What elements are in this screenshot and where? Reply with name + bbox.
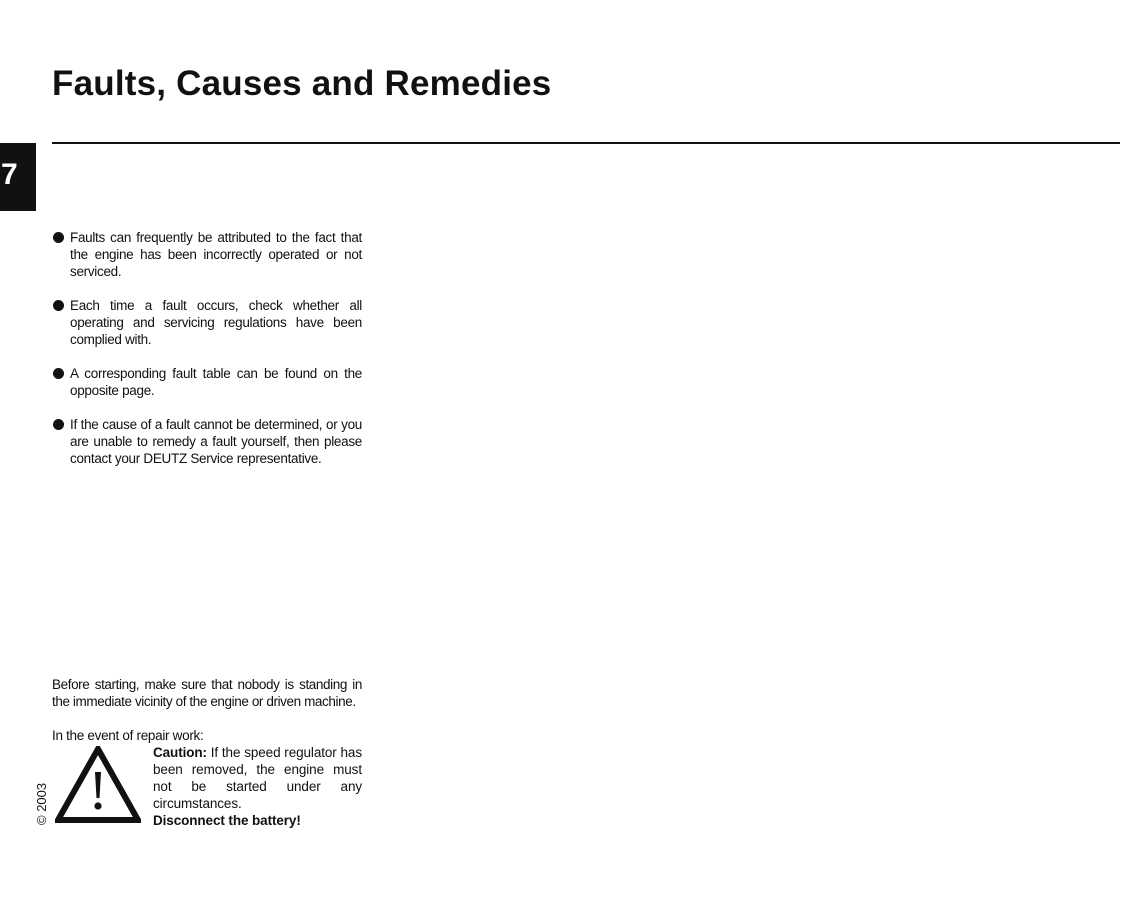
bullet-text: Each time a fault occurs, check whether all operating and servicing regulations have been complied with. — [70, 298, 362, 347]
bullet-dot-icon — [53, 300, 64, 311]
header-rule — [52, 142, 1120, 144]
repair-intro: In the event of repair work: — [52, 728, 204, 743]
bullet-item — [52, 416, 362, 467]
page-title: Faults, Causes and Remedies — [52, 64, 552, 103]
copyright-notice: © 2003 — [34, 782, 49, 825]
bullet-dot-icon — [53, 419, 64, 430]
bullet-item — [52, 365, 362, 399]
bullet-item — [52, 297, 362, 348]
caution-label: Caution: — [153, 745, 207, 760]
bullet-item — [52, 229, 362, 280]
before-starting-note: Before starting, make sure that nobody is standing in the immediate vicinity of the engine or driven machine. — [52, 677, 362, 709]
bullet-text: Faults can frequently be attributed to the fact that the engine has been incorrectly operated or not serviced. — [70, 230, 362, 279]
bullet-dot-icon — [53, 368, 64, 379]
caution-text: If the speed regulator has been removed, the engine must not be started under any circumstances. — [153, 745, 362, 811]
warning-triangle-icon — [55, 746, 141, 823]
bullet-list — [52, 229, 362, 484]
bullet-dot-icon — [53, 232, 64, 243]
section-tab: 7 — [0, 143, 36, 211]
bullet-text: If the cause of a fault cannot be determined, or you are unable to remedy a fault yourself, then please contact your DEUTZ Service representative. — [70, 417, 362, 466]
bullet-text: A corresponding fault table can be found on the opposite page. — [70, 366, 362, 398]
caution-note — [153, 744, 362, 829]
disconnect-battery-text: Disconnect the battery! — [153, 813, 301, 828]
